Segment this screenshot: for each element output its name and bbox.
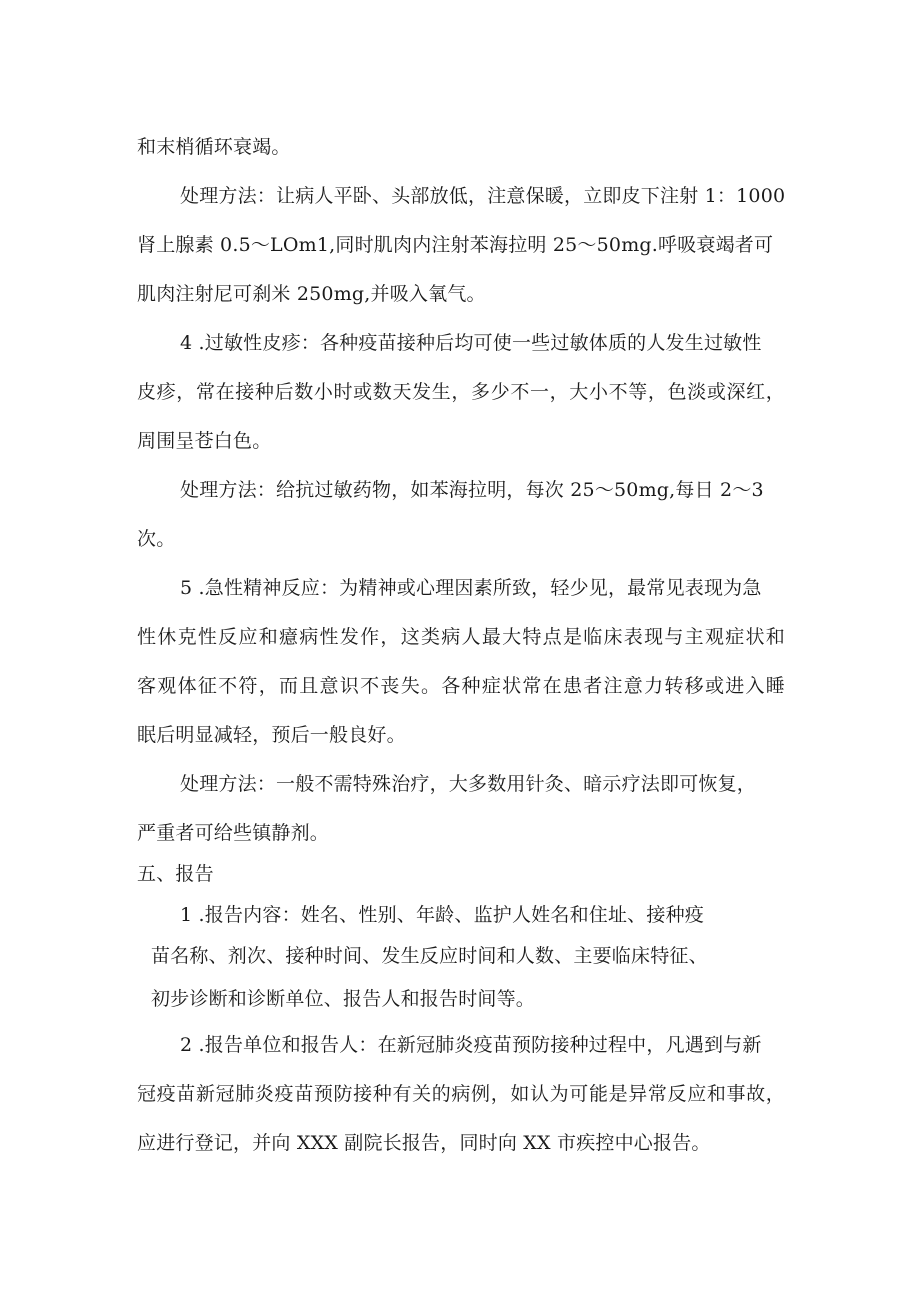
text-line-19: 初步诊断和诊断单位、报告人和报告时间等。: [151, 988, 536, 1010]
text-line-10: 5 .急性精神反应：为精神或心理因素所致，轻少见，最常见表现为急: [180, 577, 762, 599]
text-line-3: 肾上腺素 0.5～LOm1,同时肌肉内注射苯海拉明 25～50mg.呼吸衰竭者可: [137, 234, 774, 256]
text-line-1: 和末梢循环衰竭。: [137, 136, 291, 158]
text-line-20: 2 .报告单位和报告人：在新冠肺炎疫苗预防接种过程中，凡遇到与新: [180, 1034, 762, 1056]
text-line-5: 4 .过敏性皮疹：各种疫苗接种后均可使一些过敏体质的人发生过敏性: [180, 332, 762, 354]
text-line-12: 客观体征不符，而且意识不丧失。各种症状常在患者注意力转移或进入睡: [137, 675, 785, 697]
text-line-11: 性休克性反应和癔病性发作，这类病人最大特点是临床表现与主观症状和: [137, 626, 785, 648]
text-line-15: 严重者可给些镇静剂。: [137, 822, 330, 844]
text-line-7: 周围呈苍白色。: [137, 430, 272, 452]
text-line-17: 1 .报告内容：姓名、性别、年龄、监护人姓名和住址、接种疫: [180, 904, 704, 926]
text-line-6: 皮疹，常在接种后数小时或数天发生，多少不一，大小不等，色淡或深红，: [137, 381, 785, 403]
text-line-21: 冠疫苗新冠肺炎疫苗预防接种有关的病例，如认为可能是异常反应和事故，: [137, 1083, 785, 1105]
text-line-14: 处理方法：一般不需特殊治疗，大多数用针灸、暗示疗法即可恢复，: [180, 773, 757, 795]
text-line-22: 应进行登记，并向 XXX 副院长报告，同时向 XX 市疾控中心报告。: [137, 1132, 711, 1154]
text-line-2: 处理方法：让病人平卧、头部放低，注意保暖，立即皮下注射 1：1000: [180, 185, 786, 207]
text-line-18: 苗名称、剂次、接种时间、发生反应时间和人数、主要临床特征、: [151, 945, 708, 967]
section-heading: 五、报告: [137, 863, 214, 885]
text-line-4: 肌肉注射尼可刹米 250mg,并吸入氧气。: [137, 283, 486, 305]
text-line-9: 次。: [137, 528, 176, 550]
text-line-8: 处理方法：给抗过敏药物，如苯海拉明，每次 25～50mg,每日 2～3: [180, 479, 764, 501]
text-line-13: 眠后明显减轻，预后一般良好。: [137, 724, 406, 746]
